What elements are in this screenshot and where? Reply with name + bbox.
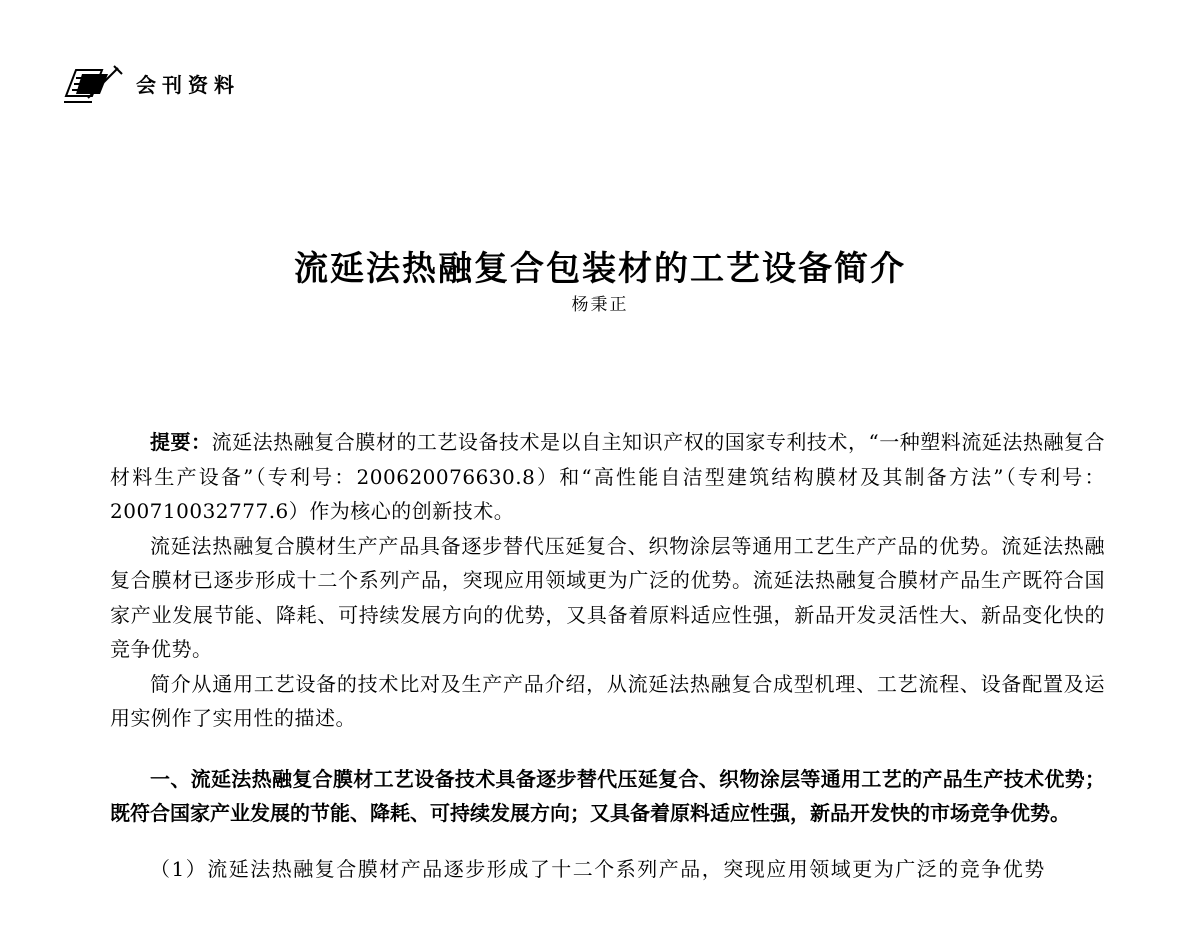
abstract-label: 提要：: [150, 430, 212, 454]
subsection-heading: （1）流延法热融复合膜材产品逐步形成了十二个系列产品，突现应用领域更为广泛的竞争优势: [150, 856, 1046, 881]
article-author: 杨秉正: [571, 295, 629, 315]
body-paragraph: 简介从通用工艺设备的技术比对及生产产品介绍，从流延法热融复合成型机理、工艺流程、设备配置及运用实例作了实用性的描述。: [110, 671, 1105, 730]
article-title: 流延法热融复合包装材的工艺设备简介: [294, 248, 906, 289]
body-paragraph: 流延法热融复合膜材生产产品具备逐步替代压延复合、织物涂层等通用工艺生产产品的优势。流延法热融复合膜材已逐步形成十二个系列产品，突现应用领域更为广泛的优势。流延法热融复合膜材产品生产既符合国家产业发展节能、降耗、可持续发展方向的优势，又具备着原料适应性强，新品开发灵活性大、新品变化快的竞争优势。: [110, 533, 1105, 661]
section-heading: 一、流延法热融复合膜材工艺设备技术具备逐步替代压延复合、织物涂层等通用工艺的产品生产技术优势；既符合国家产业发展的节能、降耗、可持续发展方向；又具备着原料适应性强，新品开发快的市场竞争优势。: [110, 766, 1105, 825]
section-name: 会刊资料: [136, 72, 240, 97]
page-header: [62, 62, 240, 104]
pen-and-paper-icon: [62, 62, 126, 104]
abstract-text: 流延法热融复合膜材的工艺设备技术是以自主知识产权的国家专利技术，“一种塑料流延法热融复合材料生产设备”（专利号：200620076630.8）和“高性能自洁型建筑结构膜材及其制备方法”（专利号：200710032777.6）作为核心的创新技术。: [110, 430, 1106, 523]
article-body: [110, 425, 1105, 886]
abstract-paragraph: [110, 425, 1105, 529]
